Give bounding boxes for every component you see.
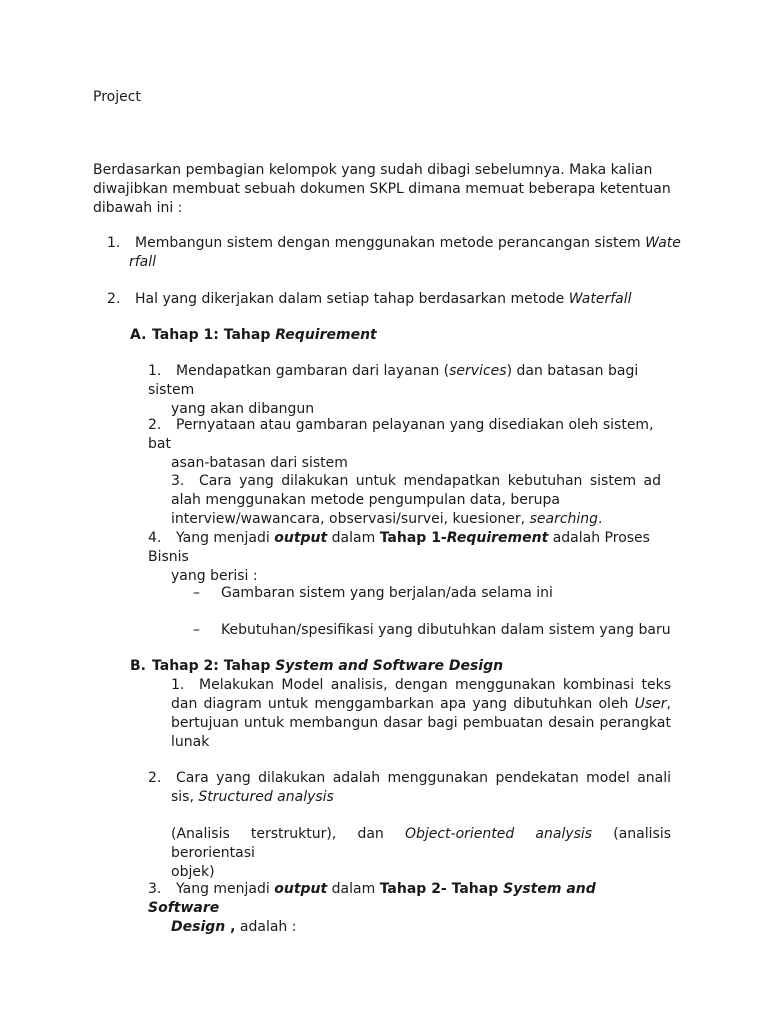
section-a-item-3: 3. Cara yang dilakukan untuk mendapatkan kebutuhan sistem ad alah menggunakan metode pengumpulan data, berupa interview/wawancara, observasi/survei, kuesioner, searching.	[171, 473, 661, 527]
list-number: 2.	[148, 417, 162, 433]
section-b-item-2: 2. Cara yang dilakukan adalah menggunakan pendekatan model anali sis, Structured analysis	[148, 770, 671, 805]
section-b-item-2-cont: (Analisis terstruktur), dan Object-oriented analysis (analisis berorientasi objek)	[171, 826, 672, 880]
list-number: 4.	[148, 530, 162, 546]
list-number: 2.	[107, 291, 121, 307]
section-a-item-4: 4. Yang menjadi output dalam Tahap 1-Requirement adalah Proses Bisnis yang berisi :	[148, 530, 650, 584]
section-b-heading: B. Tahap 2: Tahap System and Software Design	[130, 658, 504, 674]
section-b-item-1: 1. Melakukan Model analisis, dengan menggunakan kombinasi teks dan diagram untuk menggambarkan apa yang dibutuhkan oleh User, bertujuan untuk membangun dasar bagi pembuatan desain perangkat lunak	[171, 677, 671, 750]
section-a-item-2: 2. Pernyataan atau gambaran pelayanan yang disediakan oleh sistem, bat asan-batasan dari sistem	[148, 417, 654, 471]
dash-item-2: – Kebutuhan/spesifikasi yang dibutuhkan dalam sistem yang baru	[193, 622, 671, 638]
list-number: 1.	[148, 363, 162, 379]
list-number: 1.	[107, 235, 121, 251]
list-number: 1.	[171, 677, 185, 693]
dash-bullet: –	[193, 622, 200, 638]
intro-line: Berdasarkan pembagian kelompok yang sudah dibagi sebelumnya. Maka kalian	[93, 162, 653, 178]
dash-item-1: – Gambaran sistem yang berjalan/ada selama ini	[193, 585, 553, 601]
section-a-item-1: 1. Mendapatkan gambaran dari layanan (services) dan batasan bagi sistem yang akan dibangun	[148, 363, 639, 417]
intro-paragraph	[93, 161, 693, 218]
list-item-2: 2. Hal yang dikerjakan dalam setiap tahap berdasarkan metode Waterfall	[107, 291, 632, 307]
dash-bullet: –	[193, 585, 200, 601]
section-a-heading: A. Tahap 1: Tahap Requirement	[130, 327, 377, 343]
intro-line: diwajibkan membuat sebuah dokumen SKPL dimana memuat beberapa ketentuan	[93, 181, 671, 197]
section-b-item-3: 3. Yang menjadi output dalam Tahap 2- Tahap System and Software Design , adalah :	[148, 881, 596, 935]
document-title: Project	[93, 89, 141, 105]
list-item-1: 1. Membangun sistem dengan menggunakan metode perancangan sistem Wate rfall	[107, 235, 681, 270]
list-number: 3.	[148, 881, 162, 897]
list-number: 3.	[171, 473, 185, 489]
intro-line: dibawah ini :	[93, 200, 183, 216]
list-number: 2.	[148, 770, 162, 786]
